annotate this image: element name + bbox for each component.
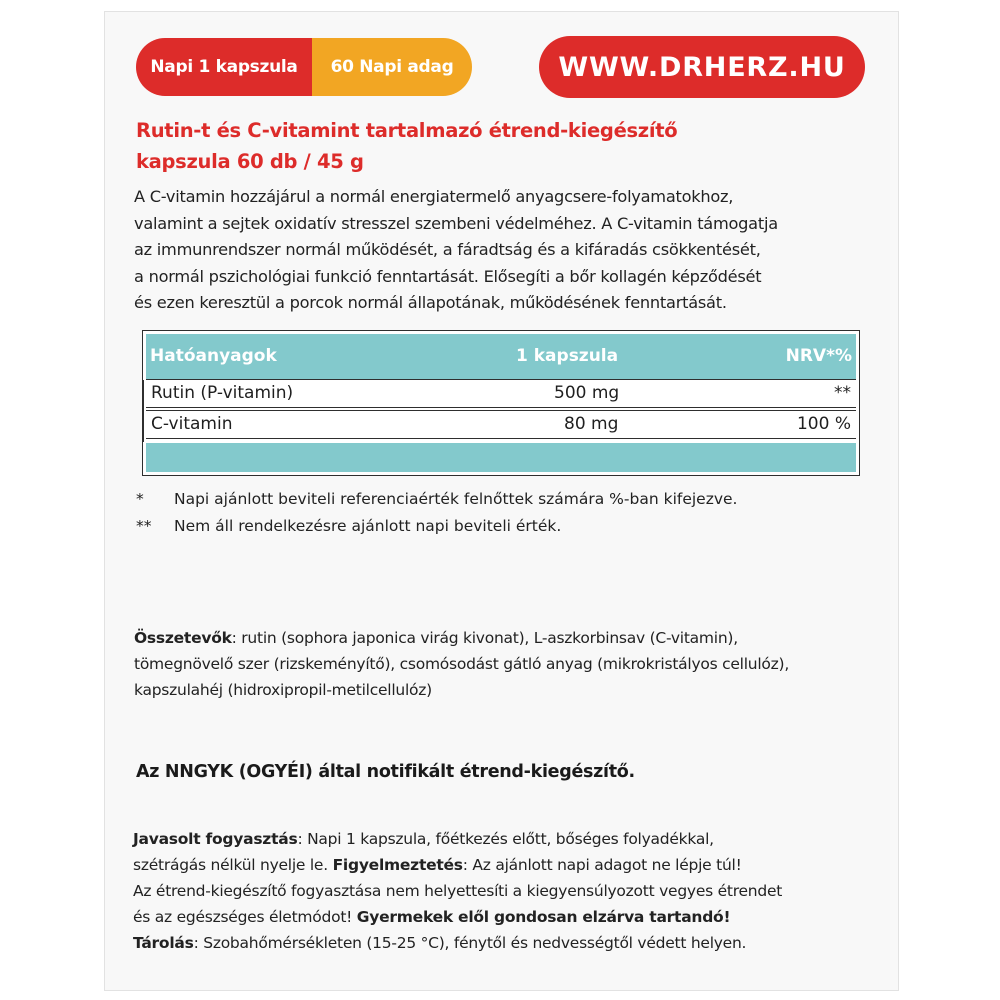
ingredients-line: tömegnövelő szer (rizskeményítő), csomósodást gátló anyag (mikrokristályos cellulóz), — [134, 655, 789, 673]
row-amount: 500 mg — [554, 383, 620, 403]
usage-text: szétrágás nélkül nyelje le. — [133, 856, 333, 874]
footnote-mark: ** — [136, 517, 152, 535]
child-warning: Gyermekek elől gondosan elzárva tartandó! — [356, 908, 731, 926]
daily-portions-badge: 60 Napi adag — [312, 38, 472, 96]
table-divider — [143, 380, 144, 442]
ingredients-line — [134, 625, 879, 651]
table-footer-band — [146, 443, 856, 472]
intro-line: a normál pszichológiai funkció fenntartását. Elősegíti a bőr kollagén képződését — [134, 266, 762, 286]
nutrition-table — [142, 330, 860, 476]
usage-section — [133, 826, 878, 956]
usage-text: : Napi 1 kapszula, főétkezés előtt, bőséges folyadékkal, — [297, 830, 714, 848]
header-per-capsule: 1 kapszula — [516, 346, 619, 366]
usage-line — [133, 852, 878, 878]
row-nrv: ** — [834, 383, 851, 403]
table-header — [146, 334, 856, 379]
footnote-mark: * — [136, 490, 144, 508]
product-title-line1: Rutin-t és C-vitamint tartalmazó étrend-kiegészítő — [136, 119, 678, 142]
row-name: C-vitamin — [151, 414, 233, 434]
product-title — [136, 115, 876, 177]
footnote — [136, 486, 876, 513]
intro-line: valamint a sejtek oxidatív stresszel szembeni védelméhez. A C-vitamin támogatja — [134, 213, 778, 233]
usage-label: Javasolt fogyasztás — [133, 830, 298, 848]
product-title-line2: kapszula 60 db / 45 g — [136, 150, 364, 173]
header-nrv: NRV*% — [785, 346, 852, 366]
intro-line: A C-vitamin hozzájárul a normál energiatermelő anyagcsere-folyamatokhoz, — [134, 187, 734, 206]
usage-line: Az étrend-kiegészítő fogyasztása nem helyettesíti a kiegyensúlyozott vegyes étrendet — [133, 882, 783, 900]
intro-line: és ezen keresztül a porcok normál állapotának, működésének fenntartását. — [134, 293, 727, 312]
website-link[interactable]: WWW.DRHERZ.HU — [539, 36, 865, 98]
footnotes — [136, 486, 876, 540]
storage-text: : Szobahőmérsékleten (15-25 °C), fénytől és nedvességtől védett helyen. — [193, 934, 747, 952]
row-nrv: 100 % — [796, 414, 851, 434]
daily-dose-badge: Napi 1 kapszula — [136, 38, 312, 96]
warning-text: : Az ajánlott napi adagot ne lépje túl! — [462, 856, 742, 874]
usage-line — [133, 826, 878, 852]
header-active-ingredients: Hatóanyagok — [150, 346, 277, 366]
ingredients-text: : rutin (sophora japonica virág kivonat), L-aszkorbinsav (C-vitamin), — [231, 629, 738, 647]
usage-line — [133, 930, 878, 956]
table-row — [146, 410, 856, 439]
ingredients-section — [134, 625, 879, 703]
ingredients-label: Összetevők — [134, 629, 232, 647]
intro-text — [134, 184, 874, 317]
usage-text: és az egészséges életmódot! — [133, 908, 357, 926]
table-row — [146, 379, 856, 408]
warning-label: Figyelmeztetés — [332, 856, 463, 874]
ingredients-line: kapszulahéj (hidroxipropil-metilcellulóz) — [134, 681, 432, 699]
usage-line — [133, 904, 878, 930]
row-name: Rutin (P-vitamin) — [151, 383, 294, 403]
footnote — [136, 513, 876, 540]
row-amount: 80 mg — [564, 414, 619, 434]
footnote-text: Nem áll rendelkezésre ajánlott napi beviteli érték. — [174, 517, 562, 535]
footnote-text: Napi ajánlott beviteli referenciaérték felnőttek számára %-ban kifejezve. — [174, 490, 738, 508]
intro-line: az immunrendszer normál működését, a fáradtság és a kifáradás csökkentését, — [134, 240, 761, 259]
storage-label: Tárolás — [133, 934, 194, 952]
notification-statement: Az NNGYK (OGYÉI) által notifikált étrend-kiegészítő. — [136, 762, 635, 782]
